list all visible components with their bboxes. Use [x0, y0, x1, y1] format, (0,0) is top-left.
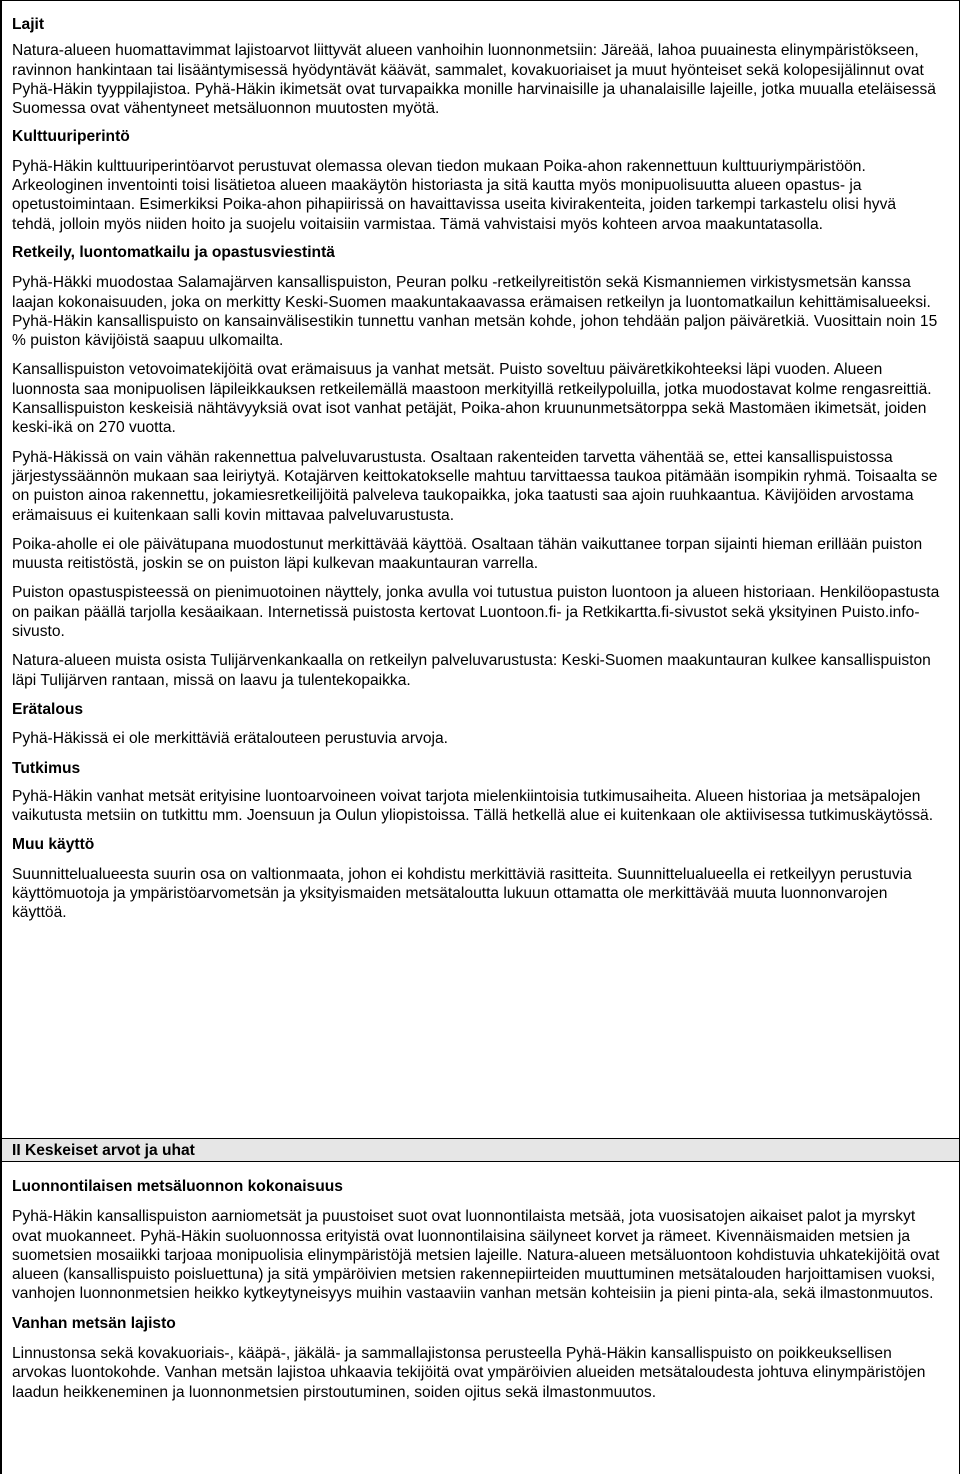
paragraph-retkeily-1: Pyhä-Häkki muodostaa Salamajärven kansallispuiston, Peuran polku -retkeilyreitistön sekä Kismanniemen virkistysmetsän kanssa laajan kokonaisuuden, joka on merkitty Keski-Suomen maakuntakaavassa erämaisen retkeilyn ja luontomatkailun kehittämisalueeksi. Pyhä-Häkin kansallispuisto on kansainvälisestikin tunnettu vanhan metsän kohde, johon tehdään paljon päiväretkiä. Vuosittain noin 15 % puiston kävijöistä saapuu ulkomailta. — [12, 274, 938, 350]
paragraph-retkeily-4: Poika-aholle ei ole päivätupana muodostunut merkittävää käyttöä. Osaltaan tähän vaikuttanee torpan sijainti hieman erillään puiston muusta reitistöstä, joskin se on puiston läpi kulkevan maakuntauran varrella. — [12, 535, 923, 573]
paragraph-lajit: Natura-alueen huomattavimmat lajistoarvot liittyvät alueen vanhoihin luonnonmetsiin: Järeää, lahoa puuainesta elinympäristökseen, ravinnon hankintaan tai lisääntymisessä hyödyntävät käävät, sammalet, kovakuoriaiset ja muut hyönteiset sekä kolopesijälinnut ovat Pyhä-Häkin tyyppilajistoa. Pyhä-Häkin ikimetsät ovat turvapaikka monille harvinaisille ja uhanalaisille lajeille, jotka muualla eteläisessä Suomessa ovat vähentyneet metsäluonnon muutosten myötä. — [12, 42, 936, 118]
top-rule — [2, 0, 959, 1]
heading-lajit: Lajit — [12, 16, 45, 33]
heading-tutkimus: Tutkimus — [12, 759, 81, 777]
paragraph-retkeily-2: Kansallispuiston vetovoimatekijöitä ovat erämaisuus ja vanhat metsät. Puisto soveltuu päiväretkikohteeksi läpi vuoden. Alueen luonnosta saa monipuolisen läpileikkauksen retkeilemällä maastoon merkityillä retkeilypoluilla, jotka muodostavat kolme rengasreittiä. Kansallispuiston keskeisiä nähtävyyksiä ovat isot vanhat petäjät, Poika-ahon kruununmetsätorppa sekä Mastomäen ikimetsät, joiden keski-ikä on 270 vuotta. — [12, 361, 932, 437]
paragraph-eratalous: Pyhä-Häkissä ei ole merkittäviä erätalouteen perustuvia arvoja. — [12, 730, 448, 748]
heading-eratalous: Erätalous — [12, 700, 84, 718]
heading-kokonaisuus: Luonnontilaisen metsäluonnon kokonaisuus — [12, 1178, 343, 1195]
paragraph-kulttuuriperinto: Pyhä-Häkin kulttuuriperintöarvot perustuvat olemassa olevan tiedon mukaan Poika-ahon rakennettuun kulttuuriympäristöön. Arkeologinen inventointi toisi lisätietoa alueen maakäytön historiasta ja sitä kautta myös monipuolisuutta alueen opastus- ja opetustoimintaan. Esimerkiksi Poika-ahon pihapiirissä on havaittavissa useita kivirakenteita, joiden tarkempi tarkastelu olisi hyvä tehdä, jolloin myös niiden hoito ja suojelu voitaisiin varmistaa. Tämä vahvistaisi myös kohteen arvoa maakuntatasolla. — [12, 157, 897, 233]
paragraph-kokonaisuus: Pyhä-Häkin kansallispuiston aarniometsät ja puustoiset suot ovat luonnontilaista metsää, jota vuosisatojen aikaiset palot ja myrskyt ovat muokanneet. Pyhä-Häkin suoluonnossa erityistä ovat luonnontilaisina säilyneet korvet ja rämeet. Kivennäismaiden metsien ja suometsien mosaiikki tarjoaa monipuolisia elinympäristöjä metsien lajeille. Natura-alueen metsäluontoon kohdistuvia uhkatekijöitä ovat alueen (kansallispuisto poisluettuna) ja sitä ympäröivien metsien rakennepiirteiden muuttuminen metsätalouden harjoittamisen vuoksi, vanhojen luonnonmetsien heikko kytkeytyneisyys muihin vastaaviin vanhan metsän kohteisiin ja pieni pinta-ala, sekä ilmastonmuutos. — [12, 1208, 940, 1303]
heading-vanhan-metsan-lajisto: Vanhan metsän lajisto — [12, 1314, 176, 1332]
heading-muu-kaytto: Muu käyttö — [12, 836, 95, 854]
paragraph-muu-kaytto: Suunnittelualueesta suurin osa on valtionmaata, johon ei kohdistu merkittäviä rasitteita. Suunnittelualueella ei retkeilyyn perustuvia käyttömuotoja ja ympäristöarvometsän ja yksityismaiden metsätaloutta lukuun ottamatta ole merkittävää muuta luonnonvarojen käyttöä. — [12, 865, 912, 922]
document-body-lower — [12, 1177, 941, 1402]
paragraph-tutkimus: Pyhä-Häkin vanhat metsät erityisine luontoarvoineen voivat tarjota mielenkiintoisia tutkimusaiheita. Alueen historiaa ja metsäpalojen vaikutusta metsiin on tutkittu mm. Joensuun ja Oulun yliopistoissa. Tällä hetkellä alue ei kuitenkaan ole aktiivisessa tutkimuskäytössä. — [12, 787, 934, 825]
heading-kulttuuriperinto: Kulttuuriperintö — [12, 128, 130, 146]
document-body-upper — [12, 15, 941, 923]
part2-title: II Keskeiset arvot ja uhat — [12, 1142, 195, 1159]
part2-heading-band — [2, 1138, 959, 1162]
paragraph-retkeily-6: Natura-alueen muista osista Tulijärvenkankaalla on retkeilyn palveluvarustusta: Keski-Suomen maakuntauran kulkee kansallispuiston läpi Tulijärven rantaan, missä on laavu ja tulentekopaikka. — [12, 652, 931, 689]
paragraph-vanhan-metsan-lajisto: Linnustonsa sekä kovakuoriais-, kääpä-, jäkälä- ja sammallajistonsa perusteella Pyhä-Häkin kansallispuisto on poikkeuksellisen arvokas luontokohde. Vanhan metsän lajistoa uhkaavia tekijöitä ovat ympäröivien alueiden metsätaloudesta johtuva elinympäristöjen laadun heikkeneminen ja luonnonmetsien pirstoutuminen, soiden ojitus sekä ilmastonmuutos. — [12, 1345, 926, 1401]
paragraph-retkeily-3: Pyhä-Häkissä on vain vähän rakennettua palveluvarustusta. Osaltaan rakenteiden tarvetta vähentää se, ettei kansallispuistossa järjestyssäännön mukaan saa leiriytyä. Kotajärven keittokatokselle mahtuu tarvittaessa taukoa pitämään isompikin ryhmä. Toisaalta se on puiston ainoa rakennettu, jokamiesretkeilijöitä palveleva taukopaikka, joka taatusti saa ajoin ruuhkaantua. Kävijöiden arvostama erämaisuus ei kuitenkaan salli kovin mittavaa palveluvarustusta. — [12, 448, 938, 524]
paragraph-retkeily-5: Puiston opastuspisteessä on pienimuotoinen näyttely, jonka avulla voi tutustua puiston luontoon ja alueen historiaan. Henkilöopastusta on paikan päällä tarjolla kesäaikaan. Internetissä puistosta kertovat Luontoon.fi- ja Retkikartta.fi-sivustot sekä yksityinen Puisto.info-sivusto. — [12, 584, 940, 641]
heading-retkeily: Retkeily, luontomatkailu ja opastusviestintä — [12, 243, 335, 261]
